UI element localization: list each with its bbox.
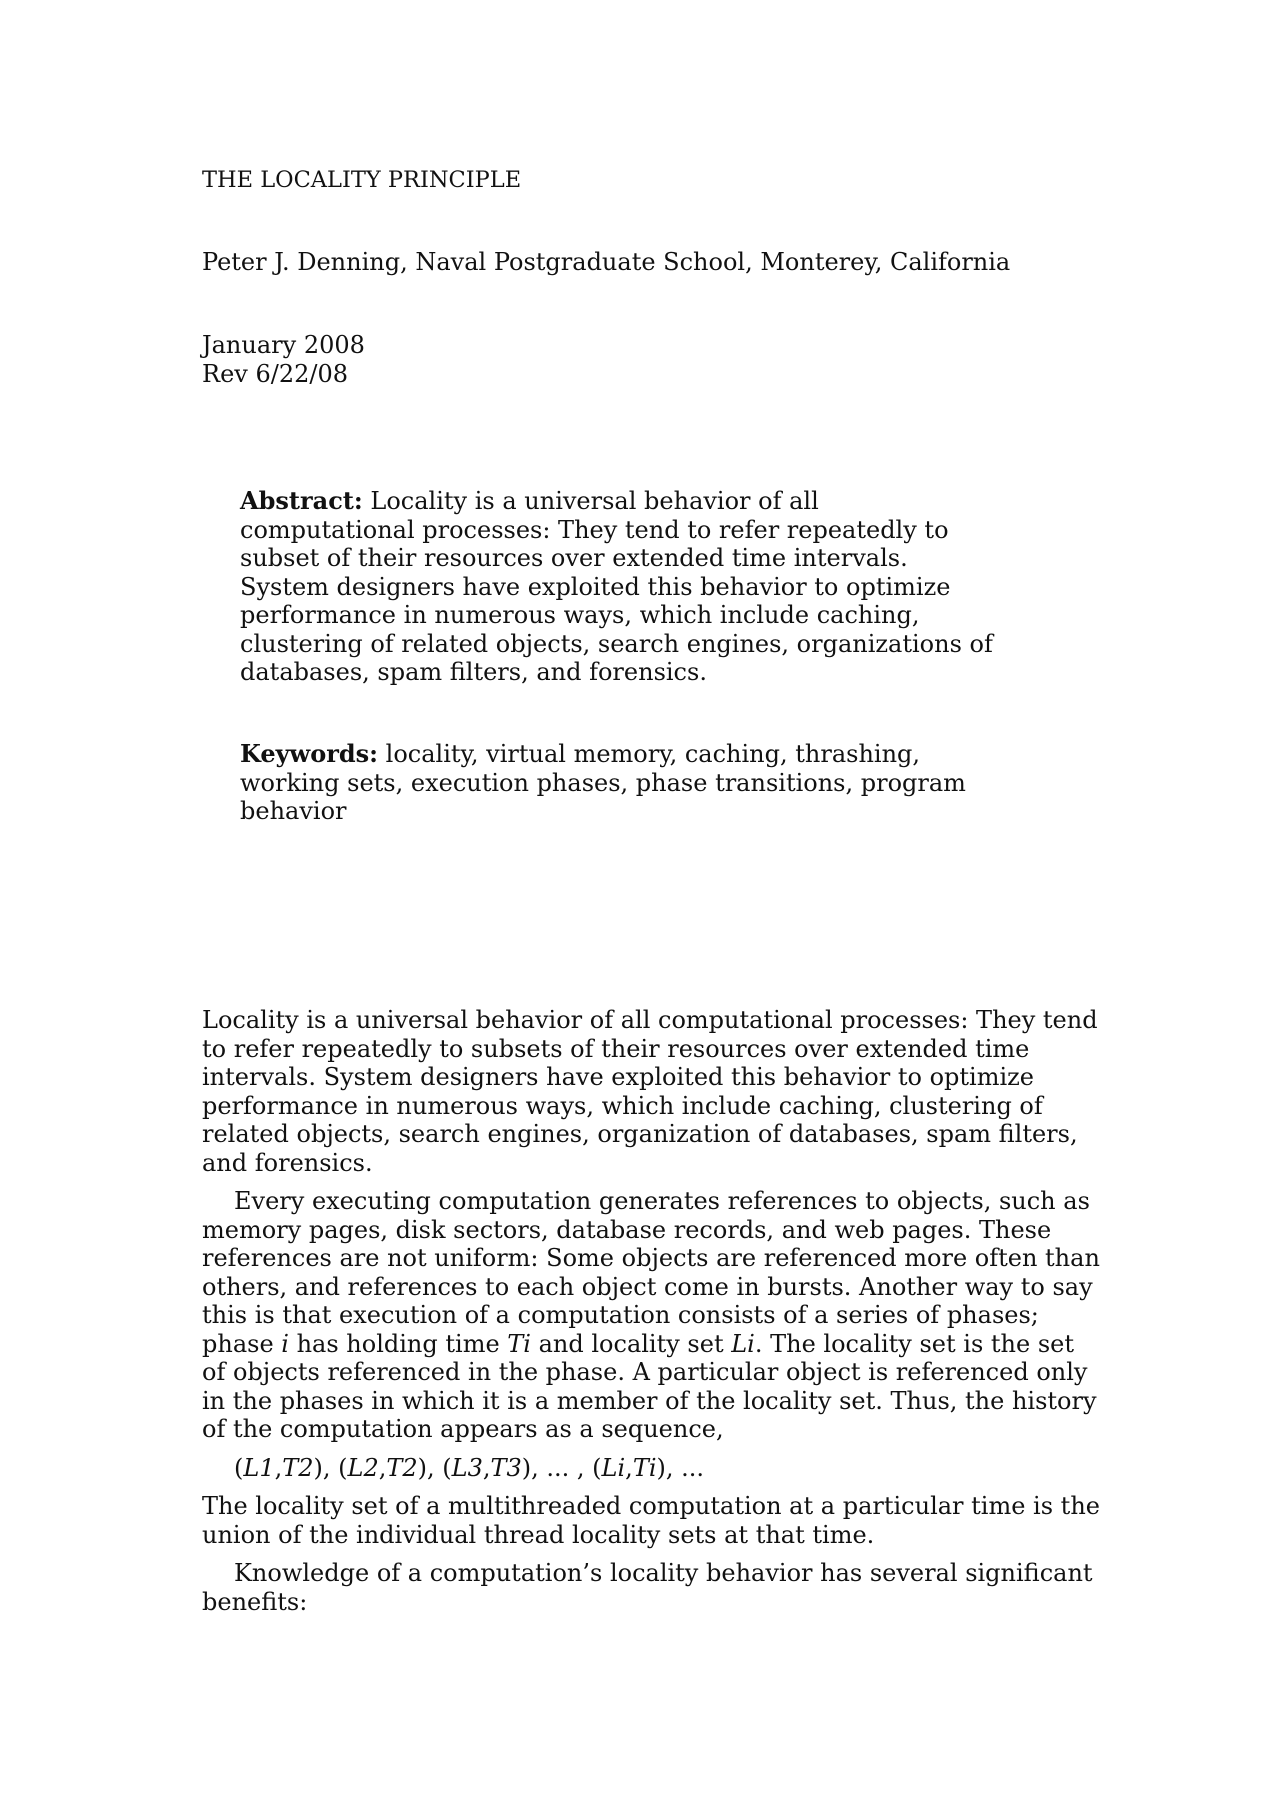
paragraph-4: Knowledge of a computation’s locality behavior has several significant benefits: bbox=[202, 1559, 1093, 1616]
formula-ti: Ti bbox=[632, 1453, 657, 1482]
body-text bbox=[202, 1006, 1102, 1626]
paragraph-1: Locality is a universal behavior of all computational processes: They tend to refer repeatedly to subsets of their resources over extended time intervals. System designers have exploited this behavior to optimize performance in numerous ways, which include caching, clustering of related objects, search engines, organization of databases, spam filters, and forensics. bbox=[202, 1006, 1098, 1177]
date-block bbox=[202, 331, 365, 388]
formula-l2: L2 bbox=[347, 1453, 379, 1482]
formula-t1: T2 bbox=[282, 1453, 314, 1482]
p2-segment-1: Every executing computation generates references to objects, such as memory pages, disk sectors, database records, and web pages. These references are not uniform: Some objects are referenced more often than others, and references to each object come in bursts. Another way to say this is that execution of a computation consists of a series of phases; phase bbox=[202, 1187, 1100, 1358]
keywords bbox=[240, 740, 1000, 826]
p2-segment-2: has holding time bbox=[288, 1329, 508, 1358]
sequence-formula: (L1,T2), (L2,T2), (L3,T3), ... , (Li,Ti), ... bbox=[234, 1453, 705, 1482]
formula-t2: T2 bbox=[386, 1453, 418, 1482]
var-i: i bbox=[281, 1329, 289, 1358]
revision: Rev 6/22/08 bbox=[202, 359, 348, 388]
paragraph-3: The locality set of a multithreaded computation at a particular time is the union of the individual thread locality sets at that time. bbox=[202, 1492, 1100, 1549]
date: January 2008 bbox=[202, 331, 365, 359]
formula-l1: L1 bbox=[243, 1453, 275, 1482]
p2-segment-4: . The locality set is the set of objects referenced in the phase. A particular object is referenced only in the phases in which it is a member of the locality set. Thus, the history of the computation appears as a sequence, bbox=[202, 1329, 1097, 1443]
paragraph-2 bbox=[202, 1187, 1102, 1444]
formula-ellipsis-mid: ... , bbox=[546, 1453, 585, 1482]
abstract-text: Locality is a universal behavior of all computational processes: They tend to refer repeatedly to subset of their resources over extended time intervals. System designers have exploited this behavior to optimize performance in numerous ways, which include caching, clustering of related objects, search engines, organizations of databases, spam filters, and forensics. bbox=[240, 487, 993, 686]
paper-title: THE LOCALITY PRINCIPLE bbox=[202, 167, 522, 193]
var-li: Li bbox=[731, 1329, 755, 1358]
abstract bbox=[240, 487, 1000, 687]
p2-segment-3: and locality set bbox=[530, 1329, 732, 1358]
var-ti: Ti bbox=[507, 1329, 531, 1358]
keywords-text: locality, virtual memory, caching, thrashing, working sets, execution phases, phase transitions, program behavior bbox=[240, 740, 966, 825]
formula-ellipsis-end: ... bbox=[681, 1453, 705, 1482]
formula-l3: L3 bbox=[451, 1453, 483, 1482]
author-line: Peter J. Denning, Naval Postgraduate School, Monterey, California bbox=[202, 248, 1011, 276]
formula-li: Li bbox=[601, 1453, 626, 1482]
keywords-label: Keywords: bbox=[240, 739, 379, 768]
formula-t3: T3 bbox=[490, 1453, 522, 1482]
abstract-label: Abstract: bbox=[240, 486, 363, 515]
